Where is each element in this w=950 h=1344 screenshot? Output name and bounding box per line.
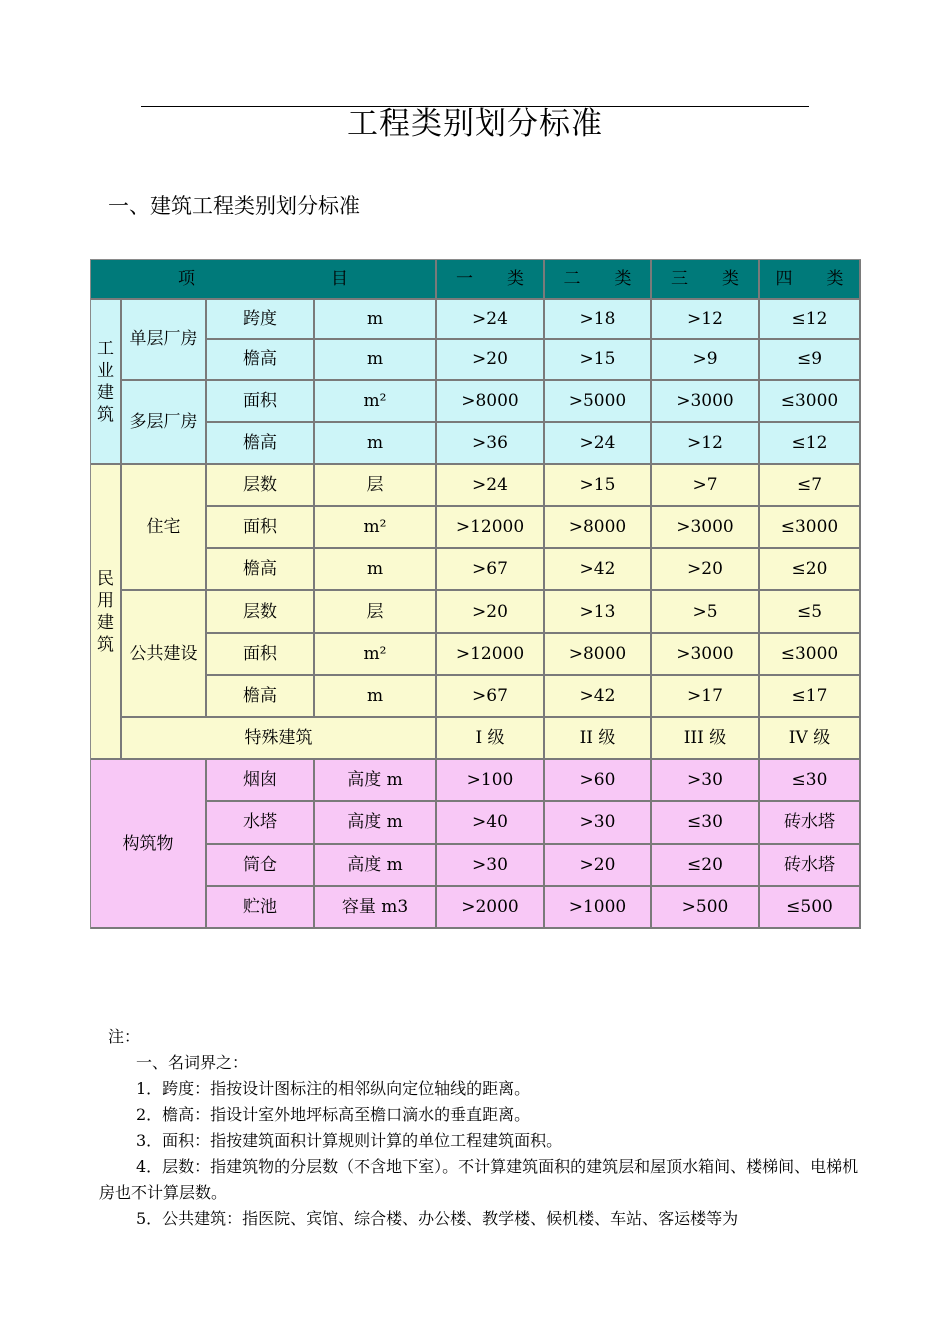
table-cell: 容量 m3: [315, 887, 437, 929]
table-cell: 层数: [207, 591, 315, 633]
table-cell: >3000: [652, 634, 760, 676]
subgroup-residence: 住宅: [122, 465, 207, 592]
subgroup-single-floor: 单层厂房: [122, 300, 207, 380]
table-cell: 檐高: [207, 423, 315, 465]
table-row: [91, 549, 861, 591]
table-cell: ≤30: [652, 802, 760, 844]
table-cell: ≤3000: [760, 381, 861, 423]
table-cell: >24: [545, 423, 652, 465]
table-cell: >5000: [545, 381, 652, 423]
table-cell: >8000: [437, 381, 545, 423]
table-cell: 面积: [207, 381, 315, 423]
table-cell: >7: [652, 465, 760, 507]
table-cell: 水塔: [207, 802, 315, 844]
table-row: [91, 507, 861, 549]
table-cell: II 级: [545, 718, 652, 760]
table-cell: >5: [652, 591, 760, 633]
table-cell: 檐高: [207, 676, 315, 718]
table-cell: >12000: [437, 507, 545, 549]
table-cell: ≤7: [760, 465, 861, 507]
table-cell: m²: [315, 381, 437, 423]
group-structures: 构筑物: [91, 760, 207, 929]
table-cell: >1000: [545, 887, 652, 929]
table-cell: m: [315, 300, 437, 340]
page-title: 工程类别划分标准: [347, 106, 603, 142]
table-cell: >30: [437, 845, 545, 887]
table-row: [91, 465, 861, 507]
table-cell: ≤12: [760, 423, 861, 465]
table-cell: 高度 m: [315, 760, 437, 802]
table-cell: 面积: [207, 507, 315, 549]
note-item: 2．檐高：指设计室外地坪标高至檐口滴水的垂直距离。: [136, 1105, 531, 1124]
table-cell: >42: [545, 549, 652, 591]
table-cell: >3000: [652, 507, 760, 549]
table-cell: IV 级: [760, 718, 861, 760]
table-cell: >15: [545, 340, 652, 380]
note-item: 1．跨度：指按设计图标注的相邻纵向定位轴线的距离。: [136, 1079, 531, 1098]
table-cell: 高度 m: [315, 802, 437, 844]
table-cell: >100: [437, 760, 545, 802]
table-cell: >40: [437, 802, 545, 844]
subgroup-multi-floor: 多层厂房: [122, 381, 207, 465]
table-cell: 砖水塔: [760, 802, 861, 844]
header-class-3: 三 类: [652, 260, 760, 300]
table-header-row: [91, 260, 861, 300]
table-cell: >17: [652, 676, 760, 718]
table-cell: I 级: [437, 718, 545, 760]
table-cell: m: [315, 423, 437, 465]
table-row: [91, 718, 861, 760]
table-cell: 贮池: [207, 887, 315, 929]
table-cell: >42: [545, 676, 652, 718]
table-row: [91, 340, 861, 380]
notes-block: [99, 1024, 859, 1232]
note-item: 3．面积：指按建筑面积计算规则计算的单位工程建筑面积。: [136, 1131, 563, 1150]
table-cell: 面积: [207, 634, 315, 676]
table-row: [91, 760, 861, 802]
notes-subheading: 一、名词界之：: [136, 1053, 249, 1072]
table-cell: 檐高: [207, 340, 315, 380]
table-row: [91, 300, 861, 340]
table-row: [91, 634, 861, 676]
subgroup-public: 公共建设: [122, 591, 207, 718]
header-item: 项 目: [91, 260, 437, 300]
table-cell: ≤12: [760, 300, 861, 340]
table-row: [91, 591, 861, 633]
table-cell: 层数: [207, 465, 315, 507]
table-cell: >8000: [545, 634, 652, 676]
note-item: 5．公共建筑：指医院、宾馆、综合楼、办公楼、教学楼、候机楼、车站、客运楼等为: [136, 1209, 739, 1228]
table-cell: m²: [315, 634, 437, 676]
header-class-1: 一 类: [437, 260, 545, 300]
table-row: [91, 381, 861, 423]
table-cell: >30: [545, 802, 652, 844]
table-cell: >67: [437, 549, 545, 591]
table-cell: >20: [437, 591, 545, 633]
table-row: [91, 887, 861, 929]
table-cell: ≤3000: [760, 634, 861, 676]
table-cell: >13: [545, 591, 652, 633]
table-cell: >24: [437, 300, 545, 340]
table-cell: >3000: [652, 381, 760, 423]
table-cell: m: [315, 676, 437, 718]
table-cell: >8000: [545, 507, 652, 549]
section-heading: 一、建筑工程类别划分标准: [108, 194, 360, 218]
table-cell: >9: [652, 340, 760, 380]
table-cell: 层: [315, 465, 437, 507]
table-cell: >67: [437, 676, 545, 718]
table-cell: >15: [545, 465, 652, 507]
table-cell: >20: [545, 845, 652, 887]
table-cell: >20: [652, 549, 760, 591]
table-cell: 跨度: [207, 300, 315, 340]
table-cell: ≤20: [652, 845, 760, 887]
table-cell: m: [315, 340, 437, 380]
table-cell: 高度 m: [315, 845, 437, 887]
table-cell: 层: [315, 591, 437, 633]
table-cell: m: [315, 549, 437, 591]
notes-label: 注：: [108, 1027, 141, 1046]
table-cell: ≤5: [760, 591, 861, 633]
table-row: [91, 676, 861, 718]
note-item: 4．层数：指建筑物的分层数（不含地下室）。不计算建筑面积的建筑层和屋顶水箱间、楼梯间、电梯机房也不计算层数。: [99, 1157, 859, 1202]
header-class-2: 二 类: [545, 260, 652, 300]
special-building-label: 特殊建筑: [122, 718, 437, 760]
group-civil: 民 用 建 筑: [91, 465, 122, 760]
table-row: [91, 423, 861, 465]
table-cell: ≤9: [760, 340, 861, 380]
table-cell: >30: [652, 760, 760, 802]
table-cell: >12: [652, 300, 760, 340]
table-cell: 檐高: [207, 549, 315, 591]
table-cell: 筒仓: [207, 845, 315, 887]
table-cell: m²: [315, 507, 437, 549]
table-cell: >60: [545, 760, 652, 802]
table-row: [91, 845, 861, 887]
table-cell: >24: [437, 465, 545, 507]
table-cell: 砖水塔: [760, 845, 861, 887]
group-industrial: 工 业 建 筑: [91, 300, 122, 465]
table-cell: 烟囱: [207, 760, 315, 802]
table-cell: >18: [545, 300, 652, 340]
table-cell: ≤3000: [760, 507, 861, 549]
table-cell: >12000: [437, 634, 545, 676]
table-cell: ≤17: [760, 676, 861, 718]
table-cell: III 级: [652, 718, 760, 760]
table-cell: ≤500: [760, 887, 861, 929]
table-row: [91, 802, 861, 844]
table-cell: ≤20: [760, 549, 861, 591]
table-cell: >20: [437, 340, 545, 380]
table-cell: >500: [652, 887, 760, 929]
table-cell: >36: [437, 423, 545, 465]
table-cell: >12: [652, 423, 760, 465]
header-class-4: 四 类: [760, 260, 861, 300]
classification-table: [90, 259, 861, 929]
table-cell: ≤30: [760, 760, 861, 802]
table-cell: >2000: [437, 887, 545, 929]
